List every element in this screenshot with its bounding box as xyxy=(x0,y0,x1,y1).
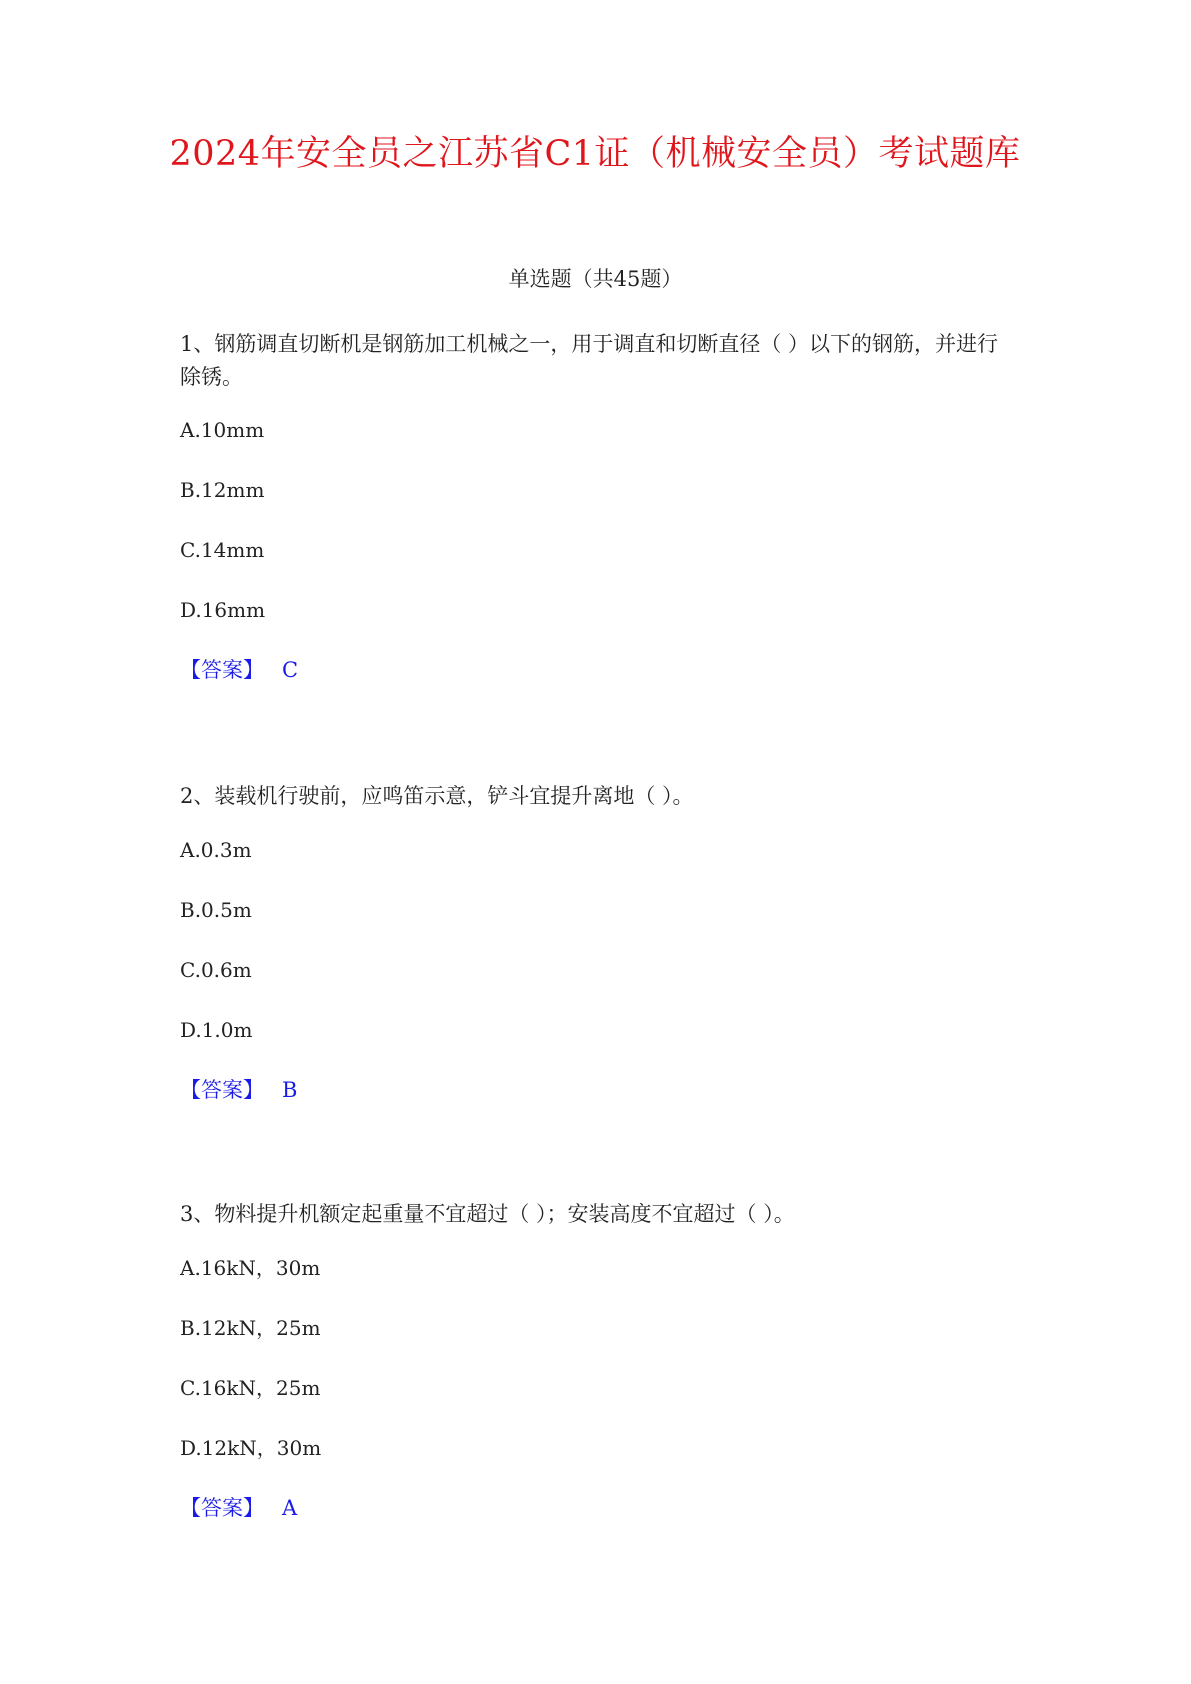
option-d: D.12kN，30m xyxy=(180,1436,322,1460)
option-a: A.10mm xyxy=(180,418,265,442)
question-1 xyxy=(180,328,1010,682)
option-c: C.0.6m xyxy=(180,958,252,982)
option-b: B.12mm xyxy=(180,478,265,502)
answer-label: 【答案】 xyxy=(180,1496,264,1520)
question-stem: 3、物料提升机额定起重量不宜超过（ ）；安装高度不宜超过（ ）。 xyxy=(180,1202,795,1226)
question-stem: 2、装载机行驶前，应鸣笛示意，铲斗宜提升离地（ ）。 xyxy=(180,784,694,808)
option-b: B.12kN，25m xyxy=(180,1316,321,1340)
option-b: B.0.5m xyxy=(180,898,252,922)
option-c: C.16kN，25m xyxy=(180,1376,321,1400)
option-c: C.14mm xyxy=(180,538,265,562)
answer-line xyxy=(180,1076,297,1104)
answer-line xyxy=(180,1494,297,1522)
answer-value: C xyxy=(282,658,299,682)
option-a: A.16kN，30m xyxy=(180,1256,321,1280)
option-d: D.16mm xyxy=(180,598,266,622)
section-heading: 单选题（共45题） xyxy=(508,267,683,291)
answer-line xyxy=(180,656,298,684)
question-stem: 1、钢筋调直切断机是钢筋加工机械之一，用于调直和切断直径（ ）以下的钢筋，并进行除锈。 xyxy=(180,332,999,389)
question-3 xyxy=(180,1198,1010,1520)
document-title: 2024年安全员之江苏省C1证（机械安全员）考试题库 xyxy=(169,134,1021,174)
answer-label: 【答案】 xyxy=(180,658,264,682)
answer-label: 【答案】 xyxy=(180,1078,264,1102)
option-a: A.0.3m xyxy=(180,838,252,862)
option-d: D.1.0m xyxy=(180,1018,253,1042)
answer-value: A xyxy=(282,1496,298,1520)
question-2 xyxy=(180,780,1010,1102)
answer-value: B xyxy=(282,1078,298,1102)
